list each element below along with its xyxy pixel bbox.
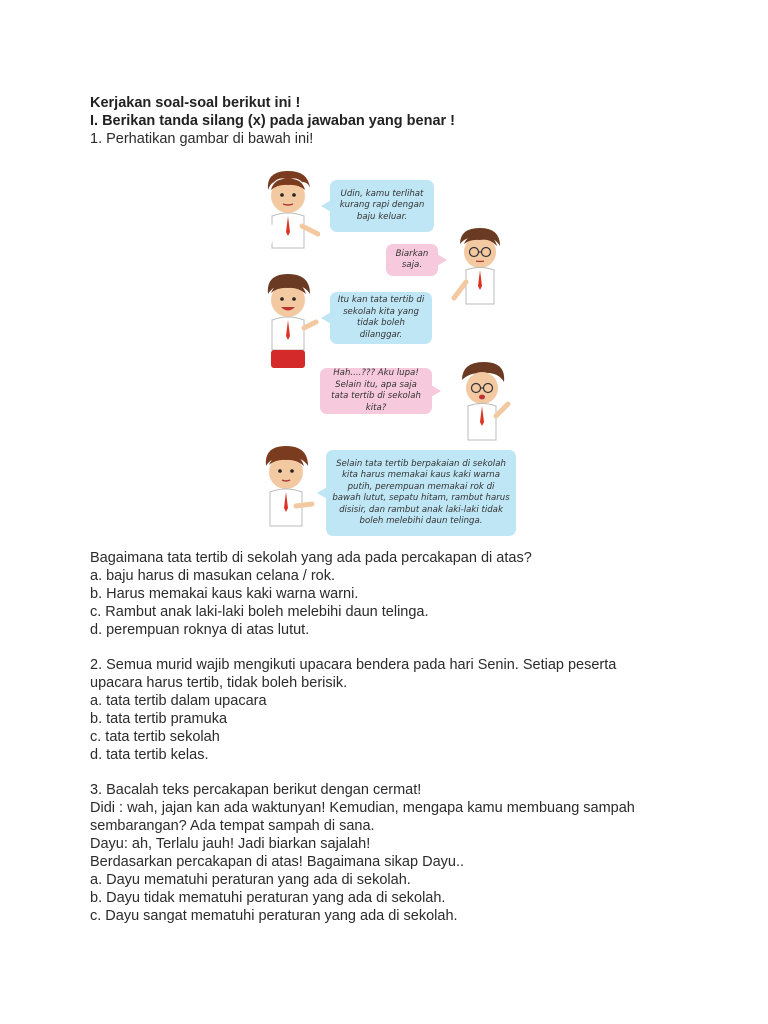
question-2-text: upacara harus tertib, tidak boleh berisik. [90,675,348,691]
instruction-heading: Kerjakan soal-soal berikut ini ! [90,95,301,111]
question-3-option: b. Dayu tidak mematuhi peraturan yang ada di sekolah. [90,890,446,906]
question-2-option: a. tata tertib dalam upacara [90,693,267,709]
question-3-text: sembarangan? Ada tempat sampah di sana. [90,818,375,834]
question-2-text: 2. Semua murid wajib mengikuti upacara bendera pada hari Senin. Setiap peserta [90,657,617,673]
speech-bubble: Hah....??? Aku lupa! Selain itu, apa saja tata tertib di sekolah kita? [320,368,432,414]
question-1-option: a. baju harus di masukan celana / rok. [90,568,336,584]
question-1-option: b. Harus memakai kaus kaki warna warni. [90,586,359,602]
question-2-option: c. tata tertib sekolah [90,729,220,745]
section-heading: I. Berikan tanda silang (x) pada jawaban yang benar ! [90,113,456,129]
question-1-text: Bagaimana tata tertib di sekolah yang ada pada percakapan di atas? [90,550,532,566]
question-3-text: Didi : wah, jajan kan ada waktunyan! Kemudian, mengapa kamu membuang sampah [90,800,635,816]
illustration-spacer [90,148,690,549]
question-3-text: 3. Bacalah teks percakapan berikut dengan cermat! [90,782,422,798]
question-2-option: b. tata tertib pramuka [90,711,228,727]
question-1-intro: 1. Perhatikan gambar di bawah ini! [90,131,314,147]
question-3-text: Dayu: ah, Terlalu jauh! Jadi biarkan sajalah! [90,836,371,852]
speech-bubble: Itu kan tata tertib di sekolah kita yang tidak boleh dilanggar. [330,292,432,344]
speech-bubble: Biarkan saja. [386,244,438,276]
question-1-option: d. perempuan roknya di atas lutut. [90,622,310,638]
speech-bubble: Selain tata tertib berpakaian di sekolah kita harus memakai kaus kaki warna putih, perempuan memakai rok di bawah lutut, sepatu hitam, rambut harus disisir, dan rambut anak laki-laki tidak boleh melebihi daun telinga. [326,450,516,536]
worksheet [90,94,690,925]
speech-bubble: Udin, kamu terlihat kurang rapi dengan baju keluar. [330,180,434,232]
question-1-option: c. Rambut anak laki-laki boleh melebihi daun telinga. [90,604,429,620]
question-2-option: d. tata tertib kelas. [90,747,209,763]
question-3-option: a. Dayu mematuhi peraturan yang ada di sekolah. [90,872,411,888]
question-3-text: Berdasarkan percakapan di atas! Bagaimana sikap Dayu.. [90,854,464,870]
question-3-option: c. Dayu sangat mematuhi peraturan yang ada di sekolah. [90,908,458,924]
